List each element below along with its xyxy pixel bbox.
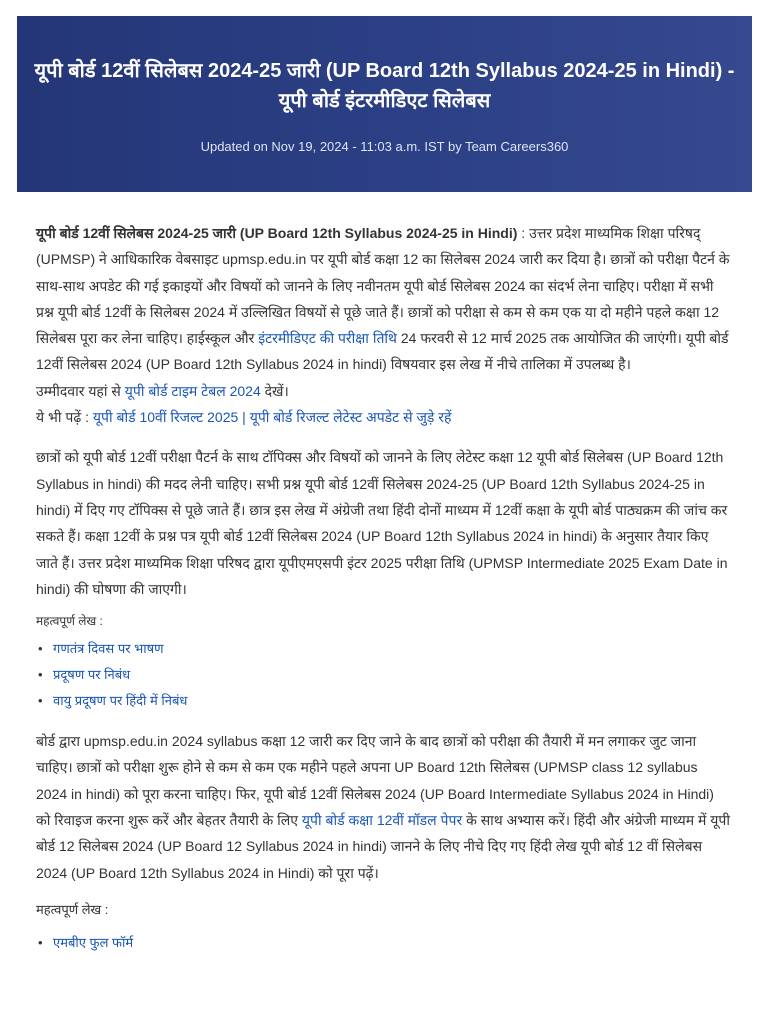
also-read-line xyxy=(36,404,732,430)
link-separator: | xyxy=(238,409,250,426)
para3-text-b: के साथ अभ्यास करें। हिंदी और अंग्रेजी माध्यम में यूपी बोर्ड 12 सिलेबस 2024 (UP Board 12 Syllabus 2024 in hindi) जानने के लिए नीचे दिए गए हिंदी लेख यूपी बोर्ड 12 वीं सिलेबस 2024 (UP Board 12th Syllabus 2024 in Hindi) को पूरा पढ़ें। xyxy=(36,812,730,881)
intro-text-a: : उत्तर प्रदेश माध्यमिक शिक्षा परिषद् (UPMSP) ने आधिकारिक वेबसाइट upmsp.edu.in पर यूपी बोर्ड कक्षा 12 का सिलेबस 2024 जारी कर दिया है। छात्रों को परीक्षा पैटर्न के साथ-साथ अपडेट की गई इकाइयों और विषयों को जानने के लिए नवीनतम यूपी बोर्ड सिलेबस 2024 का संदर्भ लेना चाहिए। परीक्षा में सभी प्रश्न यूपी बोर्ड 12वीं के सिलेबस 2024 में उल्लिखित विषयों से पूछे जाते हैं। छात्रों को परीक्षा से कम से कम एक या दो महीने पहले कक्षा 12 सिलेबस पूरा कर लेना चाहिए। हाईस्कूल और xyxy=(36,225,730,347)
timetable-prefix: उम्मीदवार यहां से xyxy=(36,382,125,399)
list-item xyxy=(36,930,732,956)
timetable-link[interactable]: यूपी बोर्ड टाइम टेबल 2024 xyxy=(124,382,261,399)
also-read-prefix: ये भी पढ़ें : xyxy=(36,409,93,426)
article-body xyxy=(36,220,732,956)
latest-update-link[interactable]: यूपी बोर्ड रिजल्ट लेटेस्ट अपडेट से जुड़े रहें xyxy=(249,409,452,426)
list-item xyxy=(36,688,732,714)
exam-date-link[interactable]: इंटरमीडिएट की परीक्षा तिथि xyxy=(258,330,397,347)
intro-paragraph xyxy=(36,220,732,378)
timetable-line xyxy=(36,378,732,404)
republic-day-speech-link[interactable]: गणतंत्र दिवस पर भाषण xyxy=(53,641,164,657)
list-item xyxy=(36,662,732,688)
bullet-icon: • xyxy=(38,693,43,709)
para3-text-a: बोर्ड द्वारा upmsp.edu.in 2024 syllabus कक्षा 12 जारी कर दिए जाने के बाद छात्रों को परीक्षा की तैयारी में मन लगाकर जुट जाना चाहिए। छात्रों को परीक्षा शुरू होने से कम से कम एक महीने पहले अपना UP Board 12th सिलेबस (UPMSP class 12 syllabus 2024 in hindi) को पूरा करना चाहिए। फिर, यूपी बोर्ड 12वीं सिलेबस 2024 (UP Board Intermediate Syllabus 2024 in Hindi) को रिवाइज करना शुरू करें और बेहतर तैयारी के लिए xyxy=(36,733,714,829)
bullet-icon: • xyxy=(38,667,43,683)
important-articles-list-2 xyxy=(36,930,732,956)
intro-text-b: 24 फरवरी से 12 मार्च 2025 तक आयोजित की जाएंगी। यूपी बोर्ड 12वीं सिलेबस 2024 (UP Board 12th Syllabus 2024 in hindi) विषयवार इस लेख में नीचे तालिका में उपलब्ध है। xyxy=(36,330,729,373)
air-pollution-essay-link[interactable]: वायु प्रदूषण पर हिंदी में निबंध xyxy=(53,693,188,709)
page-title: यूपी बोर्ड 12वीं सिलेबस 2024-25 जारी (UP Board 12th Syllabus 2024-25 in Hindi) - यूपी बोर्ड इंटरमीडिएट सिलेबस xyxy=(34,60,735,112)
model-paper-link[interactable]: यूपी बोर्ड कक्षा 12वीं मॉडल पेपर xyxy=(301,812,463,829)
important-articles-label-2: महत्वपूर्ण लेख : xyxy=(36,901,109,917)
important-articles-list xyxy=(36,636,732,714)
intro-bold-lead: यूपी बोर्ड 12वीं सिलेबस 2024-25 जारी (UP Board 12th Syllabus 2024-25 in Hindi) xyxy=(36,225,518,241)
bullet-icon: • xyxy=(38,641,43,657)
pollution-essay-link[interactable]: प्रदूषण पर निबंध xyxy=(53,667,131,683)
syllabus-paragraph: छात्रों को यूपी बोर्ड 12वीं परीक्षा पैटर्न के साथ टॉपिक्स और विषयों को जानने के लिए लेटेस्ट कक्षा 12 यूपी बोर्ड सिलेबस (UP Board 12th Syllabus in hindi) की मदद लेनी चाहिए। सभी प्रश्न यूपी बोर्ड 12वीं सिलेबस 2024-25 (UP Board 12th Syllabus 2024-25 in hindi) में दिए गए टॉपिक्स से पूछे जाते हैं। छात्र इस लेख में अंग्रेजी तथा हिंदी दोनों माध्यम में 12वीं कक्षा के यूपी बोर्ड पाठ्यक्रम की जांच कर सकते हैं। कक्षा 12वीं के प्रश्न पत्र यूपी बोर्ड 12वीं सिलेबस 2024 (UP Board 12th Syllabus 2024 in hindi) के अनुसार तैयार किए जाते हैं। उत्तर प्रदेश माध्यमिक शिक्षा परिषद द्वारा यूपीएमएसपी इंटर 2025 परीक्षा तिथि (UPMSP Intermediate 2025 Exam Date in hindi) की घोषणा की जाएगी। xyxy=(36,449,728,597)
updated-meta: Updated on Nov 19, 2024 - 11:03 a.m. IST by Team Careers360 xyxy=(200,139,569,154)
mba-full-form-link[interactable]: एमबीए फुल फॉर्म xyxy=(53,934,134,950)
important-articles-label: महत्वपूर्ण लेख : xyxy=(36,614,103,629)
timetable-suffix: देखें। xyxy=(260,382,289,399)
result-link[interactable]: यूपी बोर्ड 10वीं रिजल्ट 2025 xyxy=(92,409,239,426)
bullet-icon: • xyxy=(38,934,43,950)
list-item xyxy=(36,636,732,662)
preparation-paragraph xyxy=(36,728,732,886)
article-header xyxy=(17,16,752,192)
